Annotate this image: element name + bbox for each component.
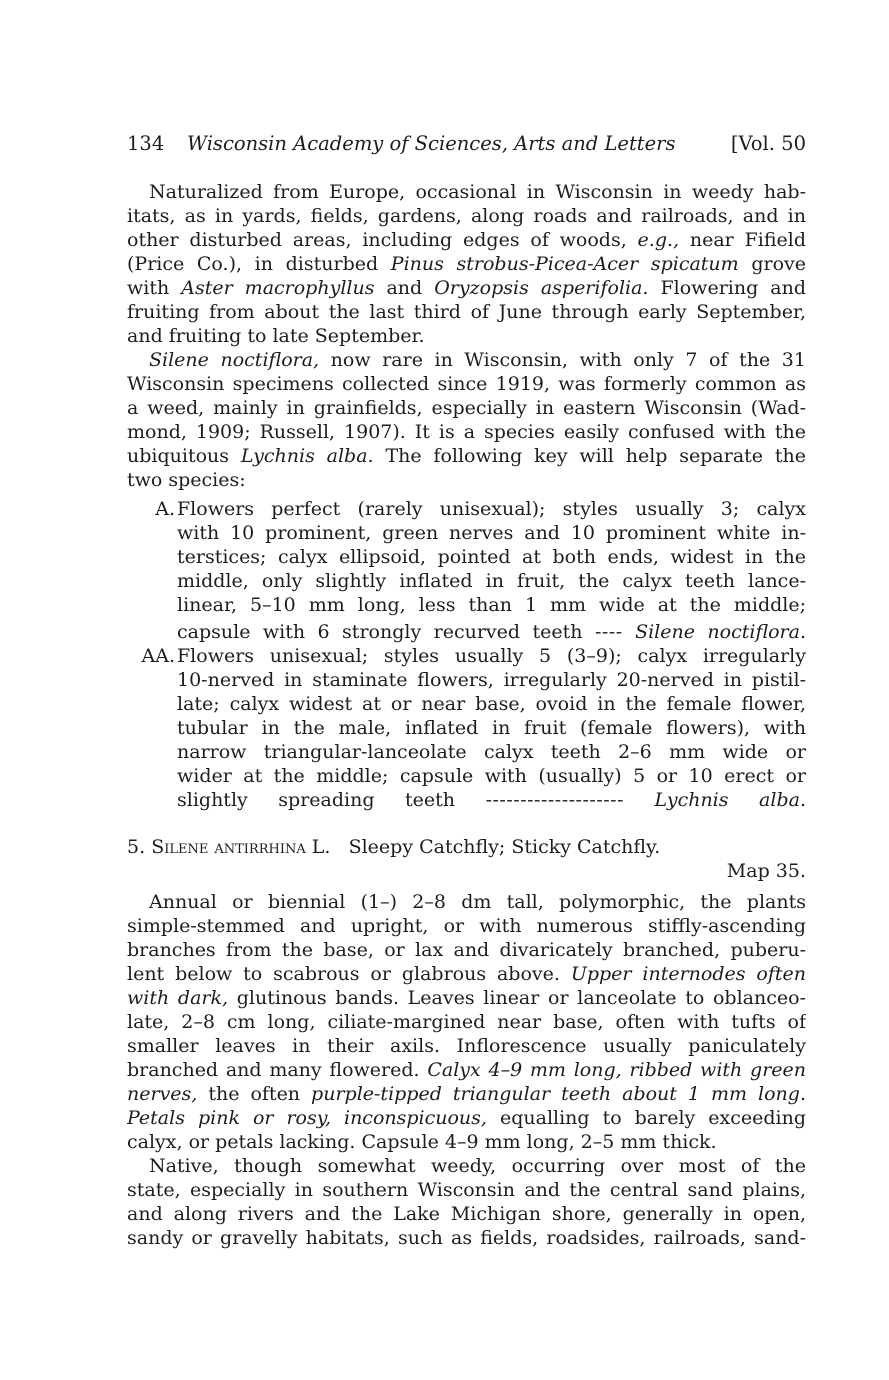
key-line: linear, 5–10 mm long, less than 1 mm wide at the middle; bbox=[177, 594, 806, 616]
body-line: with Aster macrophyllus and Oryzopsis asperifolia. Flowering and bbox=[127, 277, 806, 299]
running-header bbox=[127, 130, 806, 158]
page-number: 134 bbox=[127, 132, 165, 155]
species-author: L. bbox=[311, 836, 331, 858]
species-name: Silene antirrhina bbox=[151, 836, 306, 858]
body-line: a weed, mainly in grainfields, especially in eastern Wisconsin (Wad- bbox=[127, 397, 806, 419]
key-line-lead: capsule with 6 strongly recurved teeth ---- Silene noctiflora. bbox=[177, 621, 806, 643]
body-line: state, especially in southern Wisconsin and the central sand plains, bbox=[127, 1179, 806, 1201]
body-line: late, 2–8 cm long, ciliate-margined near base, often with tufts of bbox=[127, 1011, 806, 1033]
body-line: lent below to scabrous or glabrous above. Upper internodes often bbox=[127, 963, 806, 985]
body-line: fruiting from about the last third of June through early September, bbox=[127, 301, 806, 323]
map-reference: Map 35. bbox=[726, 860, 806, 882]
journal-title: Wisconsin Academy of Sciences, Arts and Letters bbox=[187, 132, 676, 155]
key-line: terstices; calyx ellipsoid, pointed at both ends, widest in the bbox=[177, 546, 806, 568]
key-line: Flowers perfect (rarely unisexual); styles usually 3; calyx bbox=[177, 498, 806, 520]
body-line: Naturalized from Europe, occasional in Wisconsin in weedy hab- bbox=[149, 181, 806, 203]
body-line: calyx, or petals lacking. Capsule 4–9 mm long, 2–5 mm thick. bbox=[127, 1131, 717, 1153]
body-line: branched and many flowered. Calyx 4–9 mm long, ribbed with green bbox=[127, 1059, 806, 1081]
body-line: (Price Co.), in disturbed Pinus strobus-Picea-Acer spicatum grove bbox=[127, 253, 806, 275]
body-line: with dark, glutinous bands. Leaves linear or lanceolate to oblanceo- bbox=[127, 987, 806, 1009]
key-line: 10-nerved in staminate flowers, irregularly 20-nerved in pistil- bbox=[177, 669, 806, 691]
body-line: and fruiting to late September. bbox=[127, 325, 425, 347]
body-line: Silene noctiflora, now rare in Wisconsin, with only 7 of the 31 bbox=[149, 349, 806, 371]
body-line: branches from the base, or lax and divaricately branched, puberu- bbox=[127, 939, 806, 961]
key-line: wider at the middle; capsule with (usually) 5 or 10 erect or bbox=[177, 765, 806, 787]
key-line: late; calyx widest at or near base, ovoid in the female flower, bbox=[177, 693, 806, 715]
body-line: smaller leaves in their axils. Inflorescence usually paniculately bbox=[127, 1035, 806, 1057]
body-line: Annual or biennial (1–) 2–8 dm tall, polymorphic, the plants bbox=[149, 891, 806, 913]
species-heading bbox=[127, 835, 806, 859]
body-line: mond, 1909; Russell, 1907). It is a species easily confused with the bbox=[127, 421, 806, 443]
key-line: narrow triangular-lanceolate calyx teeth 2–6 mm wide or bbox=[177, 741, 806, 763]
body-line: sandy or gravelly habitats, such as fields, roadsides, railroads, sand- bbox=[127, 1227, 806, 1249]
body-line: two species: bbox=[127, 469, 246, 491]
key-line: with 10 prominent, green nerves and 10 prominent white in- bbox=[177, 522, 806, 544]
body-line: simple-stemmed and upright, or with numerous stiffly-ascending bbox=[127, 915, 806, 937]
body-line: Native, though somewhat weedy, occurring over most of the bbox=[149, 1155, 806, 1177]
species-number: 5. bbox=[127, 836, 146, 858]
key-line: Flowers unisexual; styles usually 5 (3–9); calyx irregularly bbox=[177, 645, 806, 667]
body-line: Wisconsin specimens collected since 1919, was formerly common as bbox=[127, 373, 806, 395]
body-line: nerves, the often purple-tipped triangular teeth about 1 mm long. bbox=[127, 1083, 806, 1105]
common-names: Sleepy Catchfly; Sticky Catchfly. bbox=[348, 836, 661, 858]
key-label-aa: AA. bbox=[141, 645, 175, 667]
body-line: itats, as in yards, fields, gardens, along roads and railroads, and in bbox=[127, 205, 806, 227]
key-label-a: A. bbox=[155, 498, 175, 520]
key-line: middle, only slightly inflated in fruit, the calyx teeth lance- bbox=[177, 570, 806, 592]
body-line: Petals pink or rosy, inconspicuous, equalling to barely exceeding bbox=[127, 1107, 806, 1129]
body-line: other disturbed areas, including edges of woods, e.g., near Fifield bbox=[127, 229, 806, 251]
volume-label: [Vol. 50 bbox=[730, 132, 806, 155]
key-line: tubular in the male, inflated in fruit (female flowers), with bbox=[177, 717, 806, 739]
body-line: ubiquitous Lychnis alba. The following key will help separate the bbox=[127, 445, 806, 467]
body-line: and along rivers and the Lake Michigan shore, generally in open, bbox=[127, 1203, 806, 1225]
key-line-lead: slightly spreading teeth -------------------- Lychnis alba. bbox=[177, 789, 806, 811]
